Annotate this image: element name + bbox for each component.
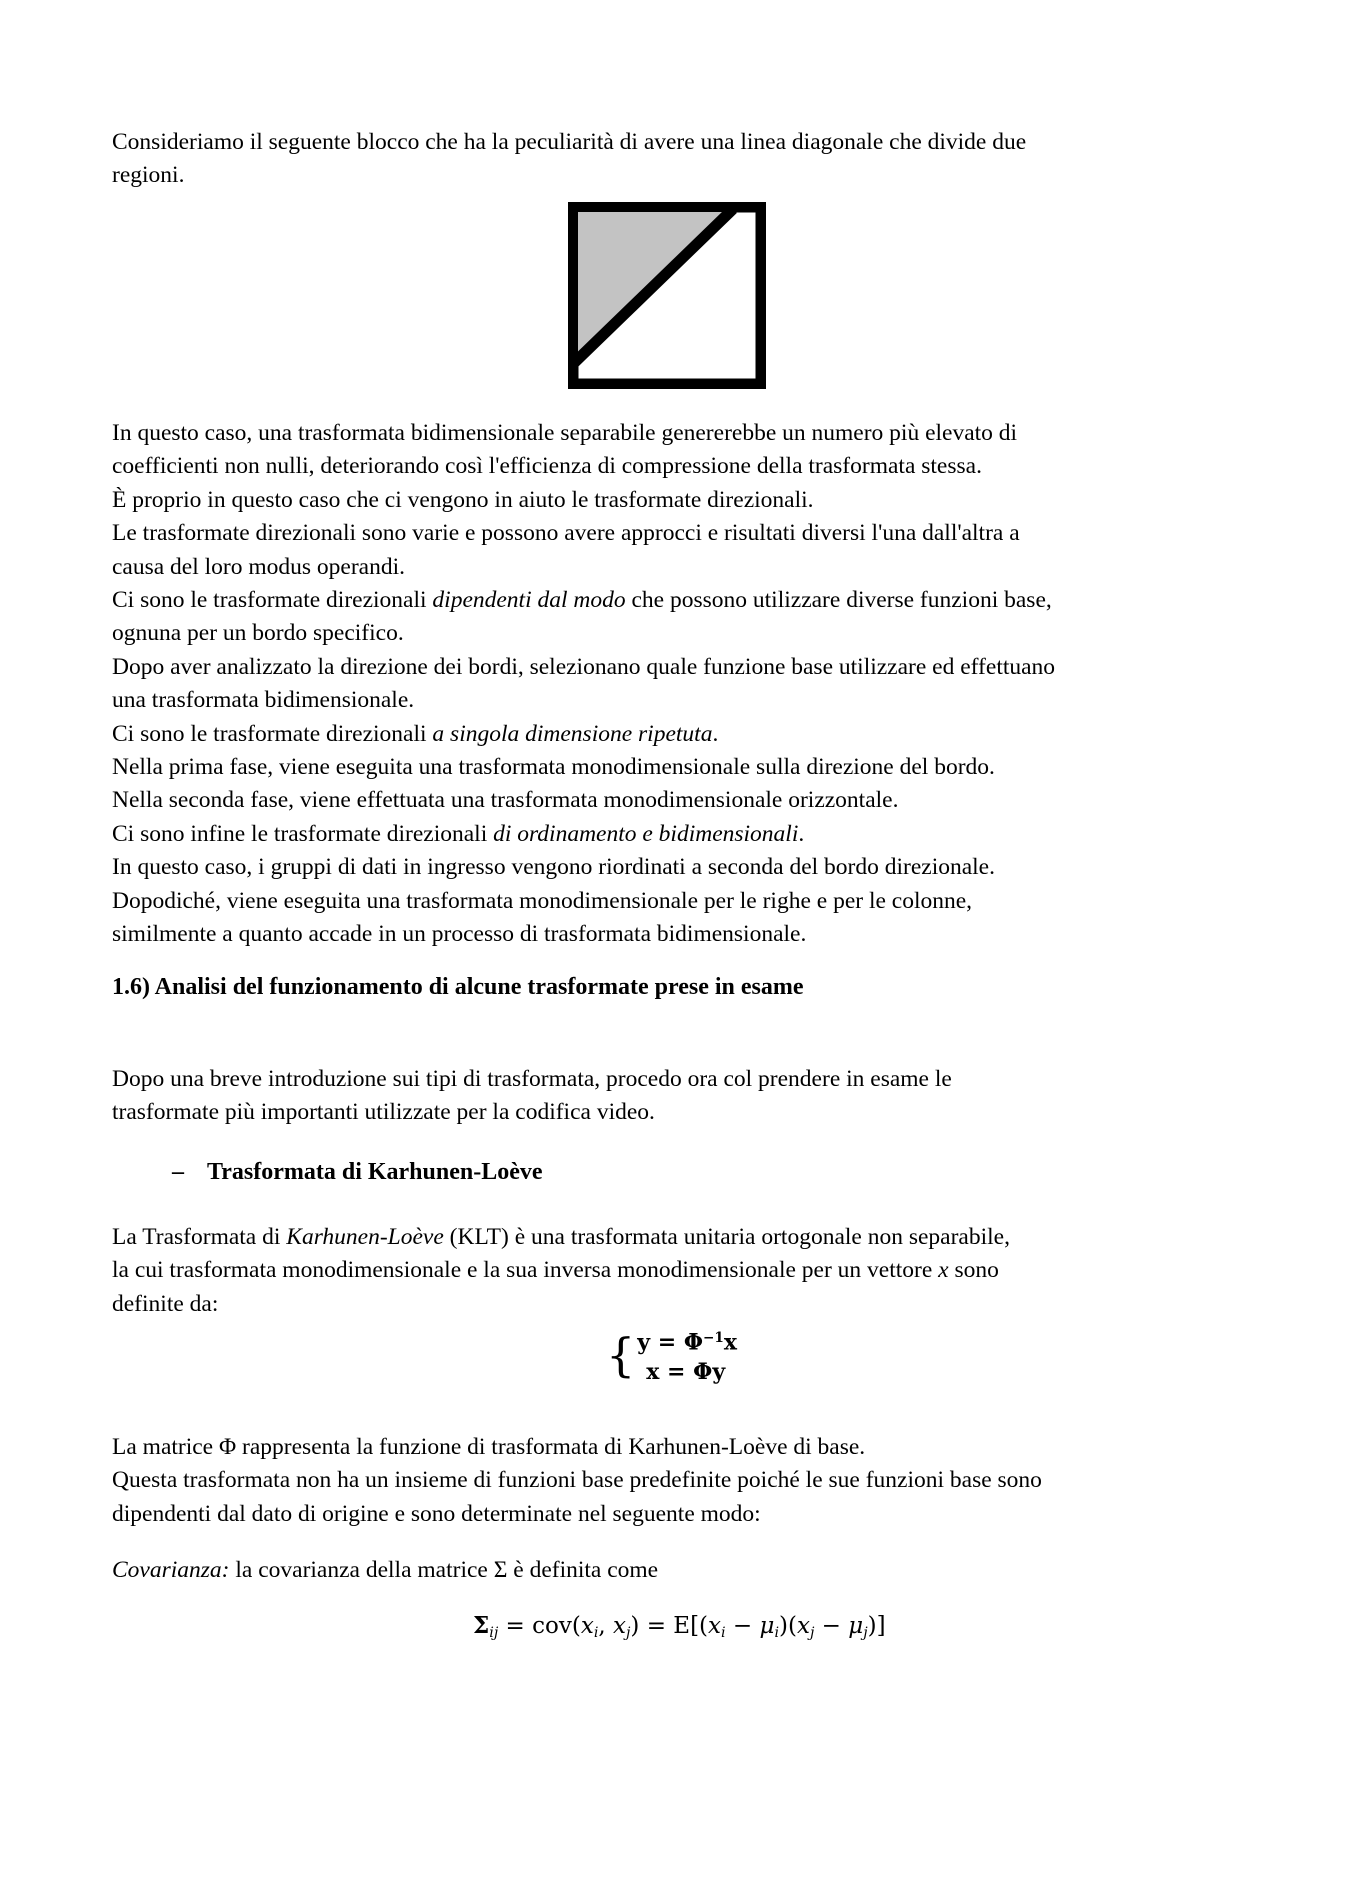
text-line: Dopo una breve introduzione sui tipi di trasformata, procedo ora col prendere in esame le: [112, 1066, 952, 1092]
curly-brace: {: [606, 1328, 636, 1383]
diagonal-block-image: [568, 202, 766, 389]
text-line: definite da:: [112, 1290, 219, 1317]
text-line: Ci sono infine le trasformate direzionali di ordinamento e bidimensionali.: [112, 820, 805, 847]
text-line: Nella prima fase, viene eseguita una trasformata monodimensionale sulla direzione del bordo.: [112, 754, 995, 781]
text-line: Le trasformate direzionali sono varie e possono avere approcci e risultati diversi l'una dall'altra a: [112, 520, 1020, 547]
text-line: Dopodiché, viene eseguita una trasformata monodimensionale per le righe e per le colonne,: [112, 887, 973, 914]
text-line: Questa trasformata non ha un insieme di funzioni base predefinite poiché le sue funzioni base sono: [112, 1467, 1042, 1494]
dash-bullet: –: [172, 1159, 184, 1185]
klt-system-formula: [606, 1324, 737, 1387]
text-line: trasformate più importanti utilizzate per la codifica video.: [112, 1099, 655, 1126]
text-line: In questo caso, una trasformata bidimensionale separabile genererebbe un numero più elevato di: [112, 420, 1018, 446]
list-item-label: Trasformata di Karhunen-Loève: [207, 1159, 543, 1185]
paragraph-overview: [112, 1063, 952, 1130]
block-figure: [568, 202, 766, 389]
text-line: In questo caso, i gruppi di dati in ingresso vengono riordinati a seconda del bordo direzionale.: [112, 854, 995, 881]
list-item-klt: [172, 1159, 543, 1186]
section-heading: 1.6) Analisi del funzionamento di alcune trasformate prese in esame: [112, 974, 804, 1000]
text-line: Ci sono le trasformate direzionali dipendenti dal modo che possono utilizzare diverse funzioni base,: [112, 587, 1052, 614]
text-line: una trasformata bidimensionale.: [112, 687, 415, 714]
text-line: La Trasformata di Karhunen-Loève (KLT) è una trasformata unitaria ortogonale non separabile,: [112, 1224, 1010, 1250]
text-line: È proprio in questo caso che ci vengono in aiuto le trasformate direzionali.: [112, 486, 814, 513]
paragraph-matrix-phi: [112, 1431, 1042, 1531]
text-line: regioni.: [112, 162, 185, 189]
covariance-formula: $\Sigma_{ij} = cov(x_i$, $x_j) = E[(x_i - \mu_i)(x_j - \mu_j)]$: [473, 1612, 886, 1641]
text-line: Ci sono le trasformate direzionali a singola dimensione ripetuta.: [112, 720, 719, 747]
formula-lines: [637, 1324, 737, 1387]
text-line: Consideriamo il seguente blocco che ha la peculiarità di avere una linea diagonale che divide due: [112, 129, 1027, 155]
formula-line: $y = \Phi^{-1}x$: [637, 1329, 738, 1356]
formula-line: x = Φy: [646, 1358, 726, 1385]
text-line: Dopo aver analizzato la direzione dei bordi, selezionano quale funzione base utilizzare ed effettuano: [112, 653, 1056, 680]
text-line: la cui trasformata monodimensionale e la sua inversa monodimensionale per un vettore x sono: [112, 1257, 999, 1284]
text-line: Nella seconda fase, viene effettuata una trasformata monodimensionale orizzontale.: [112, 787, 899, 814]
paragraph-klt-definition: [112, 1221, 1010, 1321]
text-line: dipendenti dal dato di origine e sono determinate nel seguente modo:: [112, 1500, 761, 1527]
text-line: causa del loro modus operandi.: [112, 553, 406, 580]
paragraph-directional-transforms: [112, 417, 1055, 952]
text-line: similmente a quanto accade in un processo di trasformata bidimensionale.: [112, 921, 807, 948]
text-line: coefficienti non nulli, deteriorando così l'efficienza di compressione della trasformata stessa.: [112, 453, 982, 480]
text-line: ognuna per un bordo specifico.: [112, 620, 404, 647]
text-line: Covarianza: la covarianza della matrice Σ è definita come: [112, 1557, 659, 1583]
text-line: La matrice Φ rappresenta la funzione di trasformata di Karhunen-Loève di base.: [112, 1434, 866, 1460]
paragraph-covariance-intro: [112, 1554, 658, 1587]
paragraph-intro: [112, 126, 1026, 193]
